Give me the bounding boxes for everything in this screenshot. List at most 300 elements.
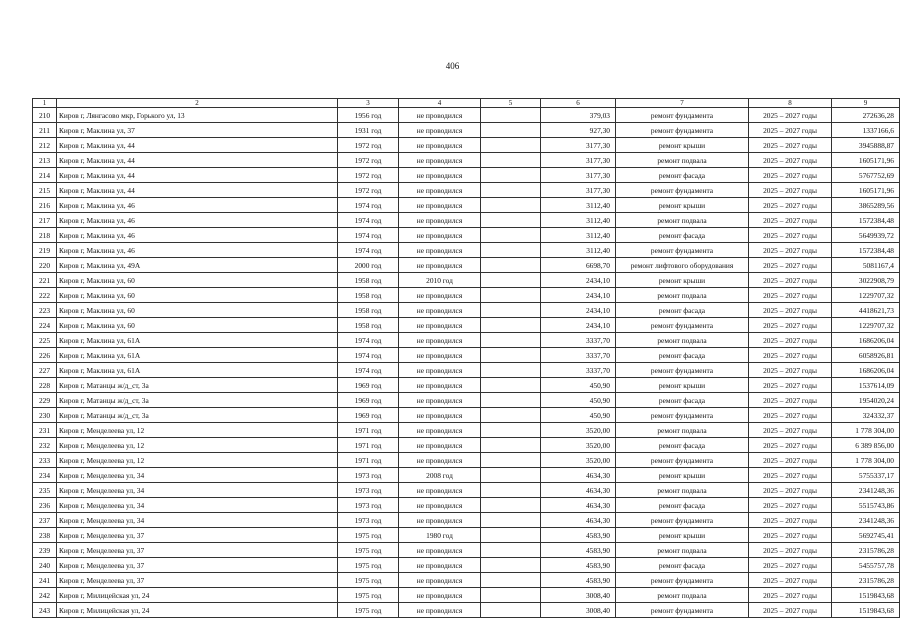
table-cell: 2025 – 2027 годы — [749, 123, 832, 138]
table-cell — [481, 183, 541, 198]
table-cell: 2025 – 2027 годы — [749, 183, 832, 198]
table-cell: 1972 год — [338, 138, 399, 153]
table-cell: 5455757,78 — [832, 558, 900, 573]
table-row — [33, 183, 900, 198]
column-number-header: 1 — [33, 99, 57, 108]
table-row — [33, 348, 900, 363]
table-cell: 2025 – 2027 годы — [749, 168, 832, 183]
table-cell: 214 — [33, 168, 57, 183]
table-cell: 2434,10 — [541, 318, 616, 333]
table-cell: 3008,40 — [541, 588, 616, 603]
table-cell: 228 — [33, 378, 57, 393]
table-cell: Киров г, Менделеева ул, 12 — [57, 438, 338, 453]
table-cell: 4634,30 — [541, 468, 616, 483]
table-cell: 2025 – 2027 годы — [749, 213, 832, 228]
table-cell — [481, 213, 541, 228]
table-cell: ремонт крыши — [616, 273, 749, 288]
table-cell: 243 — [33, 603, 57, 618]
table-cell: 1974 год — [338, 228, 399, 243]
table-row — [33, 138, 900, 153]
table-cell — [481, 543, 541, 558]
page-number: 406 — [445, 61, 460, 71]
table-cell: 235 — [33, 483, 57, 498]
repair-schedule-table — [32, 98, 900, 618]
table-cell: ремонт фасада — [616, 498, 749, 513]
table-cell: ремонт фундамента — [616, 123, 749, 138]
table-cell: 5515743,86 — [832, 498, 900, 513]
table-cell: 1229707,32 — [832, 318, 900, 333]
table-cell: не проводился — [399, 438, 481, 453]
table-cell: Киров г, Маклина ул, 37 — [57, 123, 338, 138]
column-number-header: 7 — [616, 99, 749, 108]
table-cell: не проводился — [399, 378, 481, 393]
table-cell: не проводился — [399, 513, 481, 528]
table-cell: 2025 – 2027 годы — [749, 498, 832, 513]
table-cell: не проводился — [399, 183, 481, 198]
table-cell: 213 — [33, 153, 57, 168]
table-cell — [481, 468, 541, 483]
table-cell: 2025 – 2027 годы — [749, 138, 832, 153]
table-cell: 1972 год — [338, 168, 399, 183]
table-cell: не проводился — [399, 243, 481, 258]
table-row — [33, 153, 900, 168]
table-cell: 2025 – 2027 годы — [749, 453, 832, 468]
table-cell: 2025 – 2027 годы — [749, 438, 832, 453]
table-cell: 224 — [33, 318, 57, 333]
table-cell: 1975 год — [338, 558, 399, 573]
table-cell: 238 — [33, 528, 57, 543]
table-cell — [481, 513, 541, 528]
table-cell: 2434,10 — [541, 303, 616, 318]
table-row — [33, 528, 900, 543]
table-cell: 2025 – 2027 годы — [749, 483, 832, 498]
table-cell — [481, 393, 541, 408]
table-cell: 450,90 — [541, 408, 616, 423]
table-cell — [481, 153, 541, 168]
table-cell: Киров г, Милицейская ул, 24 — [57, 588, 338, 603]
table-cell: 1686206,04 — [832, 333, 900, 348]
table-cell: 1958 год — [338, 273, 399, 288]
table-cell: не проводился — [399, 573, 481, 588]
table-cell: 5692745,41 — [832, 528, 900, 543]
table-cell: не проводился — [399, 303, 481, 318]
table-cell: Киров г, Маклина ул, 60 — [57, 318, 338, 333]
table-cell: 2025 – 2027 годы — [749, 333, 832, 348]
table-cell: 3112,40 — [541, 198, 616, 213]
table-cell: не проводился — [399, 393, 481, 408]
table-cell: Киров г, Маклина ул, 49А — [57, 258, 338, 273]
table-row — [33, 333, 900, 348]
table-cell: 1975 год — [338, 543, 399, 558]
table-cell: 1971 год — [338, 453, 399, 468]
table-row — [33, 303, 900, 318]
table-cell: 4583,90 — [541, 543, 616, 558]
table-cell: 2025 – 2027 годы — [749, 288, 832, 303]
table-cell: 450,90 — [541, 393, 616, 408]
table-cell: Киров г, Маклина ул, 44 — [57, 153, 338, 168]
table-cell: Киров г, Менделеева ул, 37 — [57, 543, 338, 558]
table-cell: 3520,00 — [541, 423, 616, 438]
table-row — [33, 513, 900, 528]
table-cell: 2025 – 2027 годы — [749, 348, 832, 363]
table-cell: 1974 год — [338, 198, 399, 213]
table-cell: не проводился — [399, 168, 481, 183]
table-cell: 4418621,73 — [832, 303, 900, 318]
table-cell: Киров г, Маклина ул, 61А — [57, 333, 338, 348]
table-cell: Киров г, Милицейская ул, 24 — [57, 603, 338, 618]
column-number-header: 9 — [832, 99, 900, 108]
table-cell: ремонт фундамента — [616, 573, 749, 588]
table-cell: 3520,00 — [541, 438, 616, 453]
table-cell: Киров г, Маклина ул, 44 — [57, 168, 338, 183]
table-cell: 2025 – 2027 годы — [749, 258, 832, 273]
table-cell — [481, 453, 541, 468]
table-cell: 3112,40 — [541, 213, 616, 228]
table-cell: 2010 год — [399, 273, 481, 288]
table-cell: 1229707,32 — [832, 288, 900, 303]
column-number-header: 2 — [57, 99, 338, 108]
table-cell: 1337166,6 — [832, 123, 900, 138]
table-row — [33, 483, 900, 498]
table-cell: не проводился — [399, 213, 481, 228]
table-cell: 2025 – 2027 годы — [749, 108, 832, 123]
table-cell: ремонт фундамента — [616, 603, 749, 618]
table-cell: 1572384,48 — [832, 213, 900, 228]
table-cell — [481, 483, 541, 498]
table-cell: 5649939,72 — [832, 228, 900, 243]
table-cell: 1974 год — [338, 333, 399, 348]
table-cell: 2025 – 2027 годы — [749, 408, 832, 423]
table-cell: 227 — [33, 363, 57, 378]
table-cell: не проводился — [399, 498, 481, 513]
table-cell: Киров г, Лянгасово мкр, Горького ул, 13 — [57, 108, 338, 123]
table-cell: 2025 – 2027 годы — [749, 423, 832, 438]
table-cell: 240 — [33, 558, 57, 573]
table-cell: не проводился — [399, 348, 481, 363]
table-row — [33, 423, 900, 438]
table-cell: 1974 год — [338, 243, 399, 258]
table-cell: 3177,30 — [541, 168, 616, 183]
table-cell: Киров г, Менделеева ул, 34 — [57, 468, 338, 483]
table-row — [33, 123, 900, 138]
table-cell — [481, 378, 541, 393]
table-cell: 2025 – 2027 годы — [749, 243, 832, 258]
table-cell: Киров г, Матанцы ж/д_ст, 3а — [57, 393, 338, 408]
table-cell — [481, 558, 541, 573]
table-cell: 2025 – 2027 годы — [749, 198, 832, 213]
table-cell: ремонт фундамента — [616, 363, 749, 378]
table-cell: 1 778 304,00 — [832, 423, 900, 438]
table-cell: не проводился — [399, 318, 481, 333]
table-cell — [481, 318, 541, 333]
table-cell: Киров г, Менделеева ул, 34 — [57, 498, 338, 513]
table-cell: ремонт фундамента — [616, 108, 749, 123]
table-cell — [481, 363, 541, 378]
table-cell: 5081167,4 — [832, 258, 900, 273]
table-cell: 216 — [33, 198, 57, 213]
table-cell — [481, 348, 541, 363]
table-row — [33, 168, 900, 183]
table-cell: 1958 год — [338, 318, 399, 333]
table-cell: 2025 – 2027 годы — [749, 303, 832, 318]
table-cell: 324332,37 — [832, 408, 900, 423]
table-cell: не проводился — [399, 258, 481, 273]
table-cell — [481, 123, 541, 138]
table-cell: ремонт фасада — [616, 348, 749, 363]
table-cell: не проводился — [399, 603, 481, 618]
table-cell: 3177,30 — [541, 138, 616, 153]
table-cell: 1956 год — [338, 108, 399, 123]
table-cell: 2000 год — [338, 258, 399, 273]
table-cell: 3865289,56 — [832, 198, 900, 213]
table-cell — [481, 273, 541, 288]
table-cell: 231 — [33, 423, 57, 438]
table-cell: 242 — [33, 588, 57, 603]
table-cell: не проводился — [399, 453, 481, 468]
table-cell: 2025 – 2027 годы — [749, 318, 832, 333]
table-cell: 6698,70 — [541, 258, 616, 273]
table-cell: ремонт крыши — [616, 198, 749, 213]
table-cell: ремонт подвала — [616, 483, 749, 498]
table-cell: 1958 год — [338, 303, 399, 318]
table-cell: Киров г, Менделеева ул, 34 — [57, 483, 338, 498]
table-row — [33, 243, 900, 258]
table-cell: ремонт подвала — [616, 288, 749, 303]
table-cell: 1 778 304,00 — [832, 453, 900, 468]
table-cell: 3337,70 — [541, 333, 616, 348]
table-cell — [481, 108, 541, 123]
table-row — [33, 438, 900, 453]
table-cell: 219 — [33, 243, 57, 258]
column-number-header: 6 — [541, 99, 616, 108]
table-cell: Киров г, Маклина ул, 46 — [57, 213, 338, 228]
table-cell: ремонт крыши — [616, 378, 749, 393]
table-cell: 3177,30 — [541, 183, 616, 198]
table-cell: 1974 год — [338, 213, 399, 228]
table-cell: 4583,90 — [541, 528, 616, 543]
table-cell: ремонт фасада — [616, 168, 749, 183]
table-cell: 1973 год — [338, 468, 399, 483]
table-cell: ремонт фасада — [616, 438, 749, 453]
table-cell: 2025 – 2027 годы — [749, 393, 832, 408]
table-cell: 232 — [33, 438, 57, 453]
table-cell: 2025 – 2027 годы — [749, 588, 832, 603]
table-cell: 2025 – 2027 годы — [749, 543, 832, 558]
table-cell: 218 — [33, 228, 57, 243]
table-cell: ремонт подвала — [616, 423, 749, 438]
table-cell: 3177,30 — [541, 153, 616, 168]
table-cell: 1975 год — [338, 588, 399, 603]
table-cell — [481, 168, 541, 183]
table-cell: Киров г, Матанцы ж/д_ст, 3а — [57, 408, 338, 423]
table-cell: не проводился — [399, 408, 481, 423]
table-cell: Киров г, Менделеева ул, 12 — [57, 453, 338, 468]
table-cell: 6 389 856,00 — [832, 438, 900, 453]
table-cell: 4583,90 — [541, 573, 616, 588]
table-cell: 3022908,79 — [832, 273, 900, 288]
table-row — [33, 498, 900, 513]
table-cell: ремонт подвала — [616, 153, 749, 168]
table-row — [33, 108, 900, 123]
table-cell: 1973 год — [338, 513, 399, 528]
table-cell: ремонт фундамента — [616, 243, 749, 258]
table-cell: 222 — [33, 288, 57, 303]
table-cell: 5755337,17 — [832, 468, 900, 483]
table-cell: 2025 – 2027 годы — [749, 378, 832, 393]
table-cell: не проводился — [399, 483, 481, 498]
table-cell: ремонт подвала — [616, 588, 749, 603]
table-cell: не проводился — [399, 333, 481, 348]
table-cell: 1572384,48 — [832, 243, 900, 258]
table-cell — [481, 423, 541, 438]
table-cell: 1975 год — [338, 528, 399, 543]
column-number-header: 3 — [338, 99, 399, 108]
table-cell: 1973 год — [338, 483, 399, 498]
table-cell: 2025 – 2027 годы — [749, 228, 832, 243]
table-cell: 1974 год — [338, 348, 399, 363]
table-cell: ремонт крыши — [616, 138, 749, 153]
table-cell: Киров г, Маклина ул, 61А — [57, 363, 338, 378]
table-cell: 3008,40 — [541, 603, 616, 618]
table-row — [33, 288, 900, 303]
table-row — [33, 468, 900, 483]
table-cell: 2315786,28 — [832, 573, 900, 588]
table-cell: Киров г, Маклина ул, 46 — [57, 228, 338, 243]
table-cell: Киров г, Маклина ул, 46 — [57, 198, 338, 213]
table-cell: 4634,30 — [541, 513, 616, 528]
table-cell: 2025 – 2027 годы — [749, 468, 832, 483]
table-cell: 3945888,87 — [832, 138, 900, 153]
table-cell — [481, 573, 541, 588]
table-cell: 1973 год — [338, 498, 399, 513]
table-cell: 1971 год — [338, 423, 399, 438]
table-cell: не проводился — [399, 123, 481, 138]
table-cell: ремонт фундамента — [616, 453, 749, 468]
table-cell: не проводился — [399, 138, 481, 153]
table-cell: Киров г, Маклина ул, 61А — [57, 348, 338, 363]
table-cell: 927,30 — [541, 123, 616, 138]
table-cell: ремонт фасада — [616, 558, 749, 573]
table-cell: 4634,30 — [541, 483, 616, 498]
table-cell — [481, 303, 541, 318]
table-cell: Киров г, Менделеева ул, 34 — [57, 513, 338, 528]
table-cell: ремонт подвала — [616, 543, 749, 558]
table-cell: не проводился — [399, 108, 481, 123]
column-number-header: 8 — [749, 99, 832, 108]
table-cell: Киров г, Маклина ул, 60 — [57, 273, 338, 288]
table-cell: 450,90 — [541, 378, 616, 393]
table-cell — [481, 138, 541, 153]
table-cell — [481, 588, 541, 603]
table-cell: 221 — [33, 273, 57, 288]
table-cell: 215 — [33, 183, 57, 198]
table-cell: не проводился — [399, 288, 481, 303]
table-cell: ремонт фундамента — [616, 513, 749, 528]
table-cell: 1980 год — [399, 528, 481, 543]
table-cell: 226 — [33, 348, 57, 363]
table-cell: 3337,70 — [541, 348, 616, 363]
table-cell: 236 — [33, 498, 57, 513]
table-row — [33, 543, 900, 558]
table-cell: 3112,40 — [541, 243, 616, 258]
table-cell: 211 — [33, 123, 57, 138]
table-cell: 1605171,96 — [832, 153, 900, 168]
table-cell — [481, 258, 541, 273]
table-cell: 2025 – 2027 годы — [749, 153, 832, 168]
table-row — [33, 273, 900, 288]
table-row — [33, 378, 900, 393]
table-cell: ремонт фундамента — [616, 318, 749, 333]
table-cell: 223 — [33, 303, 57, 318]
table-cell: 2434,10 — [541, 288, 616, 303]
table-cell: 2025 – 2027 годы — [749, 513, 832, 528]
table-cell — [481, 243, 541, 258]
table-cell — [481, 603, 541, 618]
table-cell: 379,03 — [541, 108, 616, 123]
table-row — [33, 558, 900, 573]
table-cell: Киров г, Менделеева ул, 37 — [57, 528, 338, 543]
table-row — [33, 393, 900, 408]
table-cell: ремонт крыши — [616, 528, 749, 543]
table-cell: ремонт фасада — [616, 303, 749, 318]
table-cell: не проводился — [399, 363, 481, 378]
table-cell: 2341248,36 — [832, 513, 900, 528]
table-cell: не проводился — [399, 153, 481, 168]
table-cell — [481, 198, 541, 213]
table-row — [33, 213, 900, 228]
table-cell: Киров г, Менделеева ул, 37 — [57, 558, 338, 573]
table-cell: 230 — [33, 408, 57, 423]
table-cell: 1605171,96 — [832, 183, 900, 198]
table-cell: ремонт фасада — [616, 228, 749, 243]
header-row — [33, 99, 900, 108]
table-cell: ремонт крыши — [616, 468, 749, 483]
table-cell: 3337,70 — [541, 363, 616, 378]
table-cell: ремонт фасада — [616, 393, 749, 408]
table-cell: не проводился — [399, 228, 481, 243]
table-row — [33, 408, 900, 423]
table-row — [33, 453, 900, 468]
table-cell: 2025 – 2027 годы — [749, 603, 832, 618]
table-cell: 1975 год — [338, 573, 399, 588]
table-cell: 2008 год — [399, 468, 481, 483]
table-cell: 6058926,81 — [832, 348, 900, 363]
table-cell — [481, 528, 541, 543]
table-cell: 1686206,04 — [832, 363, 900, 378]
table-cell: 2025 – 2027 годы — [749, 528, 832, 543]
table-row — [33, 228, 900, 243]
table-cell — [481, 408, 541, 423]
table-cell: ремонт подвала — [616, 333, 749, 348]
table-cell: 2025 – 2027 годы — [749, 273, 832, 288]
table-cell: 2434,10 — [541, 273, 616, 288]
table-row — [33, 363, 900, 378]
table-cell: 233 — [33, 453, 57, 468]
table-cell: 3112,40 — [541, 228, 616, 243]
table-cell: 241 — [33, 573, 57, 588]
table-cell: 1954020,24 — [832, 393, 900, 408]
table-cell: 4583,90 — [541, 558, 616, 573]
table-cell: 2315786,28 — [832, 543, 900, 558]
table-cell: 272636,28 — [832, 108, 900, 123]
table-cell: 1537614,09 — [832, 378, 900, 393]
table-cell: 4634,30 — [541, 498, 616, 513]
table-cell: 220 — [33, 258, 57, 273]
table-cell: Киров г, Маклина ул, 46 — [57, 243, 338, 258]
table-cell: не проводился — [399, 543, 481, 558]
table-cell: 1969 год — [338, 378, 399, 393]
table-row — [33, 318, 900, 333]
